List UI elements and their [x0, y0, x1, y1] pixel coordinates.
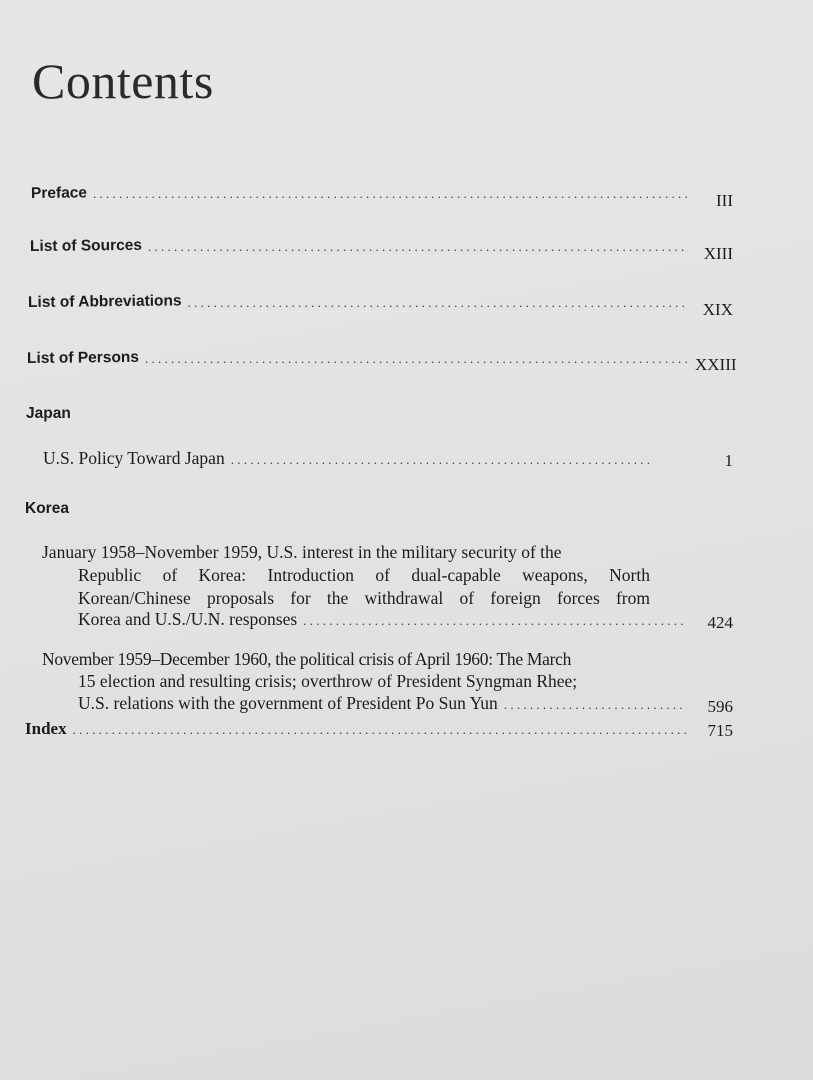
entry-label: U.S. Policy Toward Japan: [43, 448, 225, 468]
entry-label: List of Abbreviations: [27, 292, 182, 311]
entry-page: 596: [707, 697, 733, 716]
entry-page: 424: [707, 613, 733, 632]
dot-leader: [148, 239, 687, 255]
entry-line: January 1958–November 1959, U.S. interest in the military security of the: [42, 542, 562, 562]
toc-entry-persons: [26, 348, 737, 374]
entry-label: Preface: [30, 184, 88, 202]
entry-page: XIII: [703, 244, 733, 263]
entry-label: List of Persons: [26, 348, 140, 367]
toc-entry-preface: [30, 183, 733, 210]
entry-line: Republic of Korea: Introduction of dual-capable weapons, North: [78, 565, 650, 585]
toc-entry-index: [25, 719, 733, 739]
dot-leader: [188, 295, 687, 311]
entry-label: U.S. relations with the government of President Po Sun Yun: [78, 693, 498, 713]
section-heading-korea: Korea: [25, 500, 69, 517]
page-title: Contents: [32, 53, 214, 109]
dot-leader: [504, 697, 687, 713]
entry-label: List of Sources: [29, 236, 143, 255]
entry-page: 715: [707, 721, 733, 740]
entry-label: Korea and U.S./U.N. responses: [78, 609, 298, 629]
entry-line: November 1959–December 1960, the political crisis of April 1960: The March: [42, 649, 572, 669]
section-heading-japan: Japan: [26, 405, 71, 422]
dot-leader: [145, 351, 689, 367]
toc-entry-abbreviations: [27, 292, 733, 319]
dot-leader: [73, 722, 687, 738]
entry-line: Korean/Chinese proposals for the withdrawal of foreign forces from: [78, 588, 650, 608]
entry-page: III: [716, 191, 733, 210]
toc-entry-japan-policy: [43, 448, 733, 469]
entry-page: XIX: [702, 300, 733, 319]
entry-label: Index: [25, 719, 67, 738]
entry-last-line: [78, 609, 733, 630]
dot-leader: [231, 452, 653, 468]
toc-entry-sources: [29, 236, 733, 263]
dot-leader: [303, 613, 687, 629]
dot-leader: [93, 186, 687, 202]
entry-line: 15 election and resulting crisis; overthrow of President Syngman Rhee;: [78, 671, 578, 691]
entry-page: XXIII: [695, 355, 737, 374]
entry-page: 1: [724, 451, 733, 470]
entry-last-line: [78, 693, 733, 714]
